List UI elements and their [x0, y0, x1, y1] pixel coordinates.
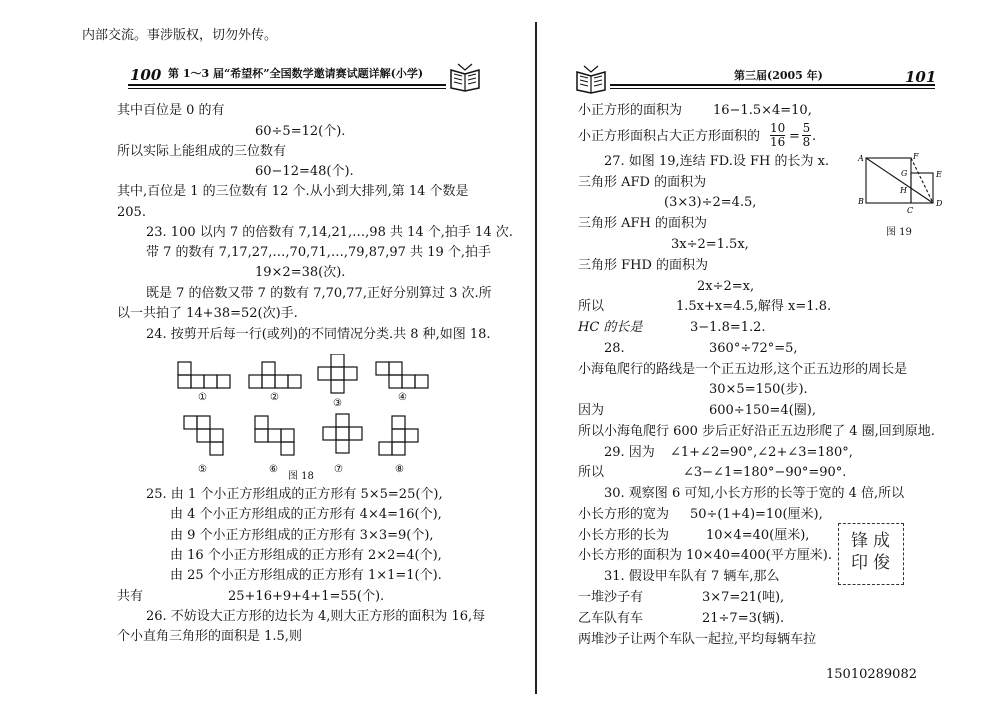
left-running-title: 第 1～3 届“希望杯”全国数学邀请赛试题详解(小学)	[168, 67, 424, 80]
book-icon	[574, 64, 608, 94]
fraction: 10 16	[770, 121, 786, 149]
problem-25-line: 25. 由 1 个小正方形组成的正方形有 5×5=25(个),	[146, 487, 443, 502]
fig18-label: ⑥	[269, 464, 278, 475]
text-line: 小长方形的宽为	[578, 507, 670, 522]
text-line: 小长方形的面积为	[578, 548, 683, 563]
text-line: 205.	[117, 205, 146, 220]
figure-19-caption: 图 19	[886, 227, 912, 238]
svg-text:H: H	[900, 186, 907, 195]
text-line: 其中,百位是 1 的三位数有 12 个.从小到大排列,第 14 个数是	[117, 184, 469, 199]
text-line: 既是 7 的倍数又带 7 的数有 7,70,77,正好分别算过 3 次.所	[146, 286, 492, 301]
problem-30-line: 30. 观察图 6 可知,小长方形的长等于宽的 4 倍,所以	[604, 486, 905, 501]
right-running-title: 第三届(2005 年)	[734, 69, 823, 82]
fig18-label: ②	[270, 392, 279, 403]
right-header-rule	[610, 84, 935, 86]
text-line: 由 9 个小正方形组成的正方形有 3×3=9(个),	[170, 528, 434, 543]
text-line: 因为	[578, 403, 605, 418]
problem-27-line: 27. 如图 19,连结 FD.设 FH 的长为 x.	[604, 154, 830, 169]
equation-line: 16−1.5×4=10,	[713, 103, 812, 118]
equation-line: 600÷150=4(圈),	[709, 403, 816, 418]
left-header-rule-thin	[128, 88, 446, 89]
problem-24-line: 24. 按剪开后每一行(或列)的不同情况分类.共 8 种,如图 18.	[146, 327, 491, 342]
figure-19	[855, 152, 947, 214]
equals-sign: =	[789, 129, 800, 144]
right-header-rule-thin	[610, 88, 935, 89]
equation-line: ∠3−∠1=180°−90°=90°.	[683, 465, 847, 480]
fig18-label: ⑧	[395, 464, 404, 475]
problem-31-line: 31. 假设甲车队有 7 辆车,那么	[604, 569, 780, 584]
equation-line: (3×3)÷2=4.5,	[664, 195, 757, 210]
text-line: 由 25 个小正方形组成的正方形有 1×1=1(个).	[170, 568, 442, 583]
equation-line: 30×5=150(步).	[709, 382, 808, 397]
text-line: 其中百位是 0 的有	[117, 103, 225, 118]
text-line: 小正方形面积占大正方形面积的	[578, 129, 761, 144]
text-line: 共有	[117, 589, 144, 604]
svg-text:B: B	[858, 197, 864, 206]
problem-23-line: 23. 100 以内 7 的倍数有 7,14,21,…,98 共 14 个,拍手 14 次.	[146, 225, 513, 240]
figure-18	[170, 354, 440, 476]
equation-line: 50÷(1+4)=10(厘米),	[690, 507, 823, 522]
seal-stamp: 锋 成 印 俊	[838, 523, 904, 585]
text-line: 小正方形的面积为	[578, 103, 683, 118]
fig18-label: ③	[333, 398, 342, 409]
equation-line: 10×4=40(厘米),	[706, 528, 810, 543]
equation-line: 3−1.8=1.2.	[690, 320, 766, 335]
right-page-number: 101	[905, 68, 937, 86]
equation-line: 25+16+9+4+1=55(个).	[228, 589, 385, 604]
left-page-number: 100	[130, 66, 162, 84]
fig18-label: ⑤	[198, 464, 207, 475]
svg-text:D: D	[936, 199, 943, 208]
equation-line: 19×2=38(次).	[255, 265, 346, 280]
problem-29-line: 29. 因为	[604, 445, 655, 460]
fig18-label: ⑦	[334, 464, 343, 475]
text-line: 所以	[578, 299, 605, 314]
equation-line: 60÷5=12(个).	[255, 124, 346, 139]
svg-text:C: C	[907, 206, 914, 214]
svg-text:G: G	[901, 169, 908, 178]
problem-28-line: 28.	[604, 341, 625, 356]
text-line: 所以实际上能组成的三位数有	[117, 144, 287, 159]
text-line: 三角形 FHD 的面积为	[578, 258, 709, 273]
svg-text:A: A	[858, 154, 864, 163]
problem-26-line: 26. 不妨设大正方形的边长为 4,则大正方形的面积为 16,每	[146, 609, 486, 624]
equation-line: 21÷7=3(辆).	[702, 611, 785, 626]
text-line: 两堆沙子让两个车队一起拉,平均每辆车拉	[578, 632, 817, 647]
equation-line: 360°÷72°=5,	[709, 341, 798, 356]
left-header-rule	[128, 84, 446, 86]
banner-text: 内部交流。事涉版权，切勿外传。	[82, 28, 278, 43]
svg-text:F: F	[913, 152, 919, 161]
page-gutter	[535, 22, 537, 694]
equation-line: 3x÷2=1.5x,	[671, 237, 749, 252]
text-line: 乙车队有车	[578, 611, 644, 626]
svg-text:E: E	[936, 170, 942, 179]
text-line: 由 4 个小正方形组成的正方形有 4×4=16(个),	[170, 507, 442, 522]
text-line: 小海龟爬行的路线是一个正五边形,这个正五边形的周长是	[578, 362, 908, 377]
text-line: 由 16 个小正方形组成的正方形有 2×2=4(个),	[170, 548, 442, 563]
equation-line: 10×40=400(平方厘米).	[686, 548, 832, 563]
text-line: 带 7 的数有 7,17,27,…,70,71,…,79,87,97 共 19 个,拍手	[146, 245, 491, 260]
book-icon	[448, 62, 482, 92]
equation-line: 2x÷2=x,	[697, 279, 755, 294]
text-line: 以一共拍了 14+38=52(次)手.	[117, 306, 298, 321]
text-line: 一堆沙子有	[578, 590, 644, 605]
text-line: 所以小海龟爬行 600 步后正好沿正五边形爬了 4 圈,回到原地.	[578, 424, 935, 439]
equation-line: 1.5x+x=4.5,解得 x=1.8.	[676, 299, 832, 314]
fig18-label: ①	[198, 392, 207, 403]
footer-id: 15010289082	[826, 667, 917, 682]
text-line: 三角形 AFH 的面积为	[578, 216, 708, 231]
period: .	[812, 129, 817, 144]
text-line: 所以	[578, 465, 605, 480]
text-line: 个小直角三角形的面积是 1.5,则	[117, 629, 302, 644]
equation-line: 3×7=21(吨),	[702, 590, 785, 605]
equation-line: ∠1+∠2=90°,∠2+∠3=180°,	[670, 445, 853, 460]
text-line: HC 的长是	[578, 320, 643, 335]
text-line: 三角形 AFD 的面积为	[578, 175, 707, 190]
text-line: 小长方形的长为	[578, 528, 670, 543]
equation-line: 60−12=48(个).	[255, 164, 354, 179]
fig18-label: ④	[398, 392, 407, 403]
fraction: 5 8	[802, 121, 811, 149]
figure-18-caption: 图 18	[288, 471, 314, 482]
